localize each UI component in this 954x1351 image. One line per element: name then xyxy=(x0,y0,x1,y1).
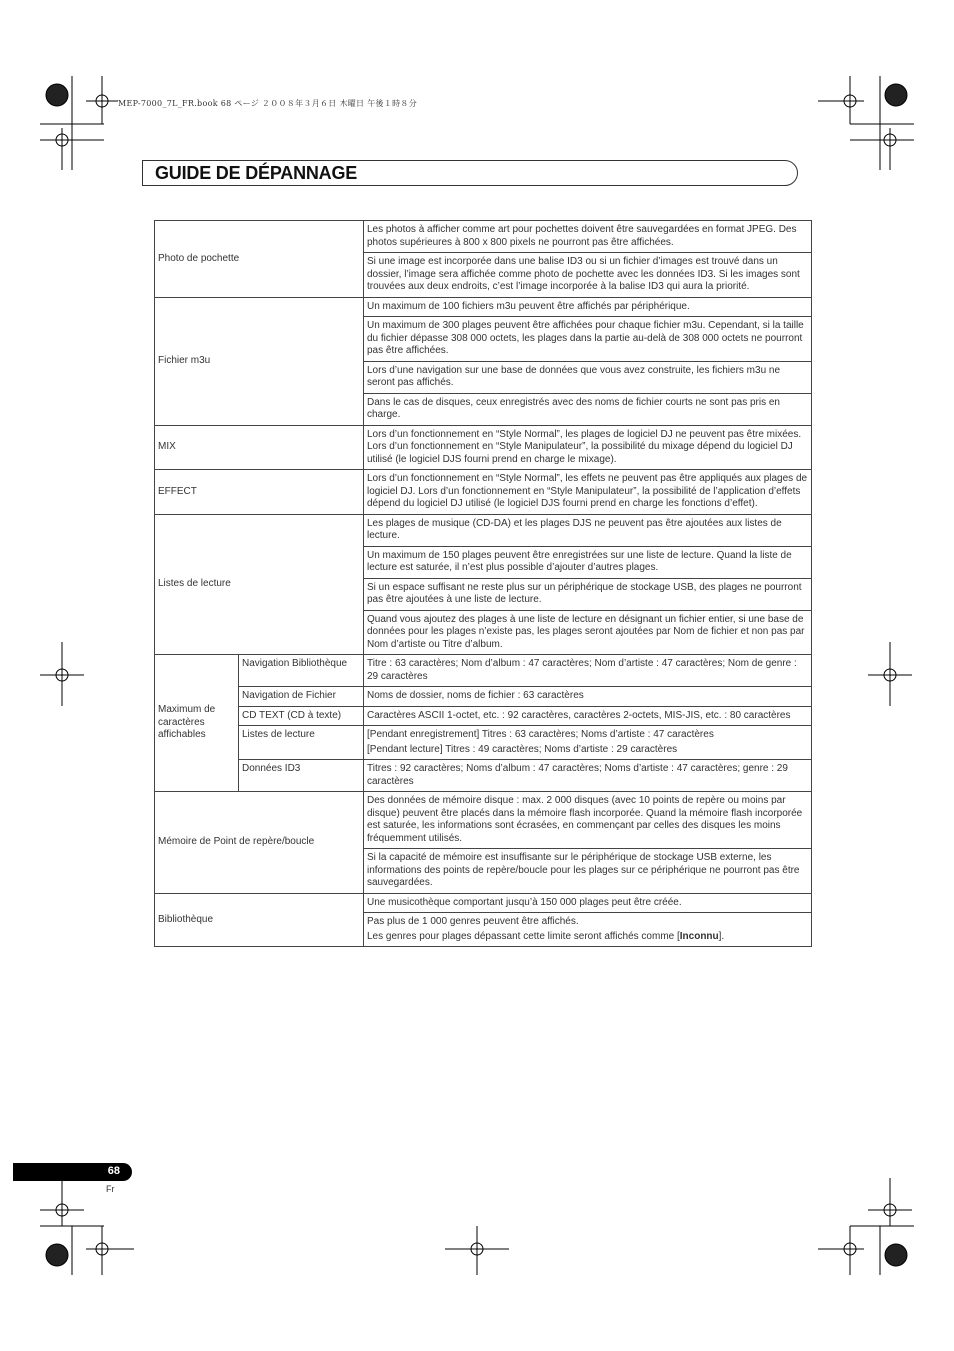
table-row xyxy=(155,760,812,792)
troubleshooting-table xyxy=(154,220,812,947)
note-suffix: ]. xyxy=(718,930,725,942)
row-label: Bibliothèque xyxy=(155,893,364,947)
table-row xyxy=(155,470,812,515)
table-row xyxy=(155,514,812,546)
table-row xyxy=(155,221,812,253)
note-line xyxy=(367,931,808,944)
table-row xyxy=(155,792,812,849)
sub-label: Navigation de Fichier xyxy=(239,687,364,707)
unknown-label: Inconnu xyxy=(679,930,719,942)
table-row xyxy=(155,655,812,687)
sub-label: Navigation Bibliothèque xyxy=(239,655,364,687)
sub-label: Données ID3 xyxy=(239,760,364,792)
row-note: Titre : 63 caractères; Nom d’album : 47 caractères; Nom d’artiste : 47 caractères; Nom de genre : 29 caractères xyxy=(364,655,812,687)
sub-label: CD TEXT (CD à texte) xyxy=(239,706,364,726)
language-label: Fr xyxy=(106,1184,115,1194)
row-label: Fichier m3u xyxy=(155,297,364,425)
row-note: Les photos à afficher comme art pour pochettes doivent être sauvegardées en format JPEG. Des photos supérieures à 800 x 800 pixels ne pourront pas être affichées. xyxy=(364,221,812,253)
row-label: MIX xyxy=(155,425,364,470)
note-line: [Pendant lecture] Titres : 49 caractères; Noms d’artiste : 29 caractères xyxy=(367,743,678,755)
row-note: Lors d’un fonctionnement en “Style Normal”, les plages de logiciel DJ ne peuvent pas être mixées. Lors d’un fonctionnement en “Style Manipulateur”, la possibilité du mixage dépend du logiciel DJ utilisé (le logiciel DJS fourni prend en charge le mixage). xyxy=(364,425,812,470)
page-number: 68 xyxy=(107,1165,120,1177)
row-note: Si une image est incorporée dans une balise ID3 ou si un fichier d’images est trouvé dans un dossier, l’image sera affichée comme photo de pochette avec les données ID3. Si les images sont trouvées aux deux endroits, c’est l’image incorporée à la balise ID3 qui aura la priorité. xyxy=(364,253,812,298)
row-note: Lors d’une navigation sur une base de données que vous avez construite, les fichiers m3u ne seront pas affichés. xyxy=(364,361,812,393)
row-note: Caractères ASCII 1-octet, etc. : 92 caractères, caractères 2-octets, MIS-JIS, etc. : 80 caractères xyxy=(364,706,812,726)
row-note: Un maximum de 150 plages peuvent être enregistrées sur une liste de lecture. Quand la liste de lecture est saturée, il n’est plus possible d’ajouter d’autres plages. xyxy=(364,546,812,578)
section-title-bar xyxy=(142,160,798,186)
row-note: Lors d’un fonctionnement en “Style Normal”, les effets ne peuvent pas être appliqués aux plages de logiciel DJ. Lors d’un fonctionnement en “Style Manipulateur”, la possibilité de l’application d’effets dépend du logiciel DJ utilisé (le logiciel DJS fourni prend en charge les fonctions d’effet). xyxy=(364,470,812,515)
note-line: Pas plus de 1 000 genres peuvent être affichés. xyxy=(367,916,579,927)
row-note: Si la capacité de mémoire est insuffisante sur le périphérique de stockage USB externe, les informations des points de repère/boucle pour les plages sur ce périphérique ne pourront pas être sauvegardées. xyxy=(364,849,812,894)
print-header: MEP-7000_7L_FR.book 68 ページ ２００８年３月６日 木曜日 午後１時８分 xyxy=(118,99,417,108)
row-label: Photo de pochette xyxy=(155,221,364,298)
row-note xyxy=(364,913,812,947)
note-prefix: Les genres pour plages dépassant cette limite seront affichés comme [ xyxy=(367,930,680,942)
row-label: Listes de lecture xyxy=(155,514,364,655)
sub-label: Listes de lecture xyxy=(239,726,364,760)
table-row xyxy=(155,893,812,913)
row-note: Des données de mémoire disque : max. 2 000 disques (avec 10 points de repère ou moins par disque) peuvent être placés dans la mémoire flash incorporée. Quand la mémoire flash incorporée est saturée, les informations sont écrasées, en commençant par celles des disques les moins fréquemment utilisés. xyxy=(364,792,812,849)
note-line: [Pendant enregistrement] Titres : 63 caractères; Noms d’artiste : 47 caractères xyxy=(367,729,714,740)
row-note: Les plages de musique (CD-DA) et les plages DJS ne peuvent pas être ajoutées aux listes de lecture. xyxy=(364,514,812,546)
row-note: Titres : 92 caractères; Noms d’album : 47 caractères; Noms d’artiste : 47 caractères; genre : 29 caractères xyxy=(364,760,812,792)
row-label: Mémoire de Point de repère/boucle xyxy=(155,792,364,894)
table-row xyxy=(155,687,812,707)
row-note: Un maximum de 100 fichiers m3u peuvent être affichés par périphérique. xyxy=(364,297,812,317)
row-note xyxy=(364,726,812,760)
row-note: Une musicothèque comportant jusqu’à 150 000 plages peut être créée. xyxy=(364,893,812,913)
row-note: Quand vous ajoutez des plages à une liste de lecture en désignant un fichier entier, si une base de données pour les plages n’existe pas, les plages seront ajoutées par Nom de fichier et non pas par Nom d’artiste ou Titre d’album. xyxy=(364,610,812,655)
row-note: Noms de dossier, noms de fichier : 63 caractères xyxy=(364,687,812,707)
row-label: EFFECT xyxy=(155,470,364,515)
table-row xyxy=(155,425,812,470)
row-note: Un maximum de 300 plages peuvent être affichées pour chaque fichier m3u. Cependant, si la taille du fichier dépasse 308 000 octets, les plages dans la partie au-delà de 308 000 octets ne pourront pas être affichées. xyxy=(364,317,812,362)
section-title: GUIDE DE DÉPANNAGE xyxy=(155,163,358,183)
row-note: Si un espace suffisant ne reste plus sur un périphérique de stockage USB, des plages ne pourront pas être ajoutées à une liste de lecture. xyxy=(364,578,812,610)
row-label: Maximum de caractères affichables xyxy=(155,655,239,792)
table-row xyxy=(155,297,812,317)
table-row xyxy=(155,706,812,726)
table-row xyxy=(155,726,812,760)
row-note: Dans le cas de disques, ceux enregistrés avec des noms de fichier courts ne sont pas pris en charge. xyxy=(364,393,812,425)
page-number-badge xyxy=(13,1163,132,1181)
